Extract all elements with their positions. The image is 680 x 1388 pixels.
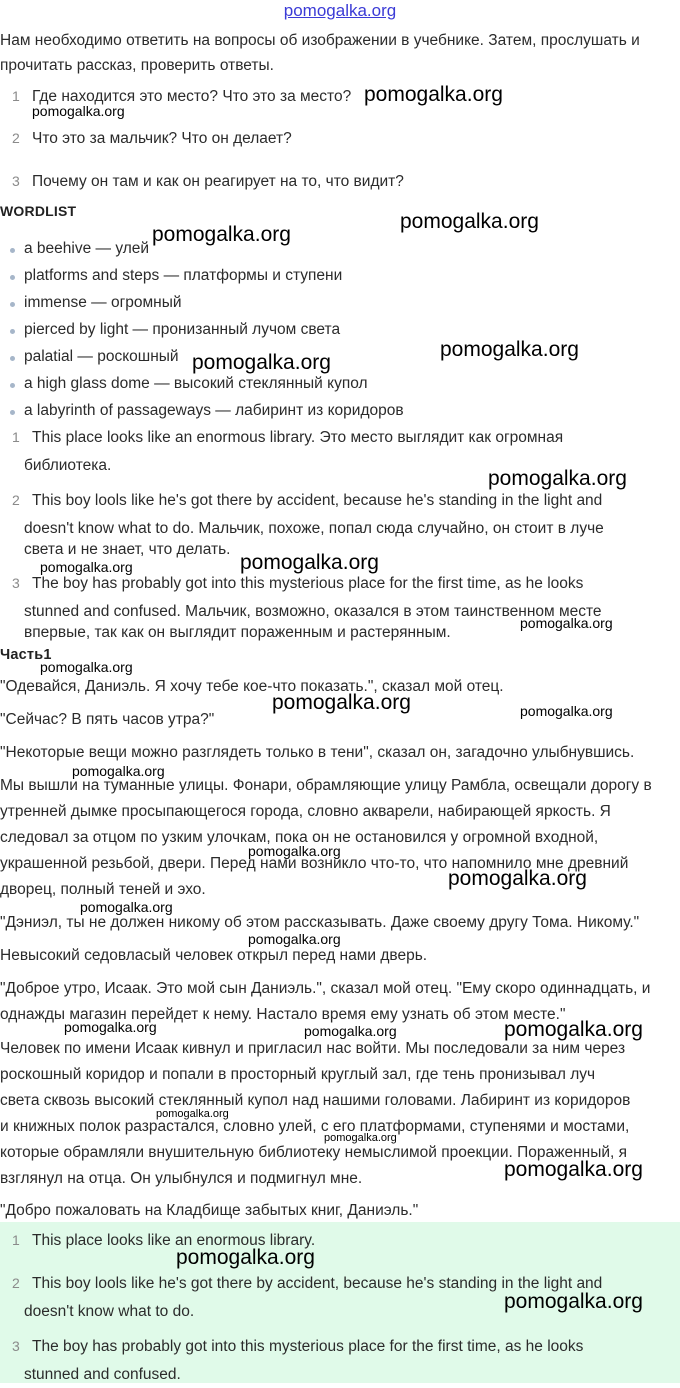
wordlist-item: a high glass dome — высокий стеклянный купол [24,375,368,392]
answer-line: stunned and confused. [24,1366,181,1383]
story-line: Невысокий седовласый человек открыл перед нами дверь. [0,947,428,964]
watermark: pomogalka.org [240,551,379,574]
question-text: Где находится это место? Что это за место? [32,88,352,105]
watermark: pomogalka.org [440,338,579,361]
bullet-icon [10,356,15,361]
watermark: pomogalka.org [304,1023,397,1039]
question-number: 1 [12,88,20,104]
watermark: pomogalka.org [448,867,587,890]
watermark: pomogalka.org [504,1018,643,1041]
story-line: Человек по имени Исаак кивнул и пригласил нас войти. Мы последовали за ним через [0,1040,626,1057]
watermark: pomogalka.org [176,1246,315,1269]
answer-line: The boy has probably got into this mysterious place for the first time, as he looks [32,1338,584,1355]
story-line: украшенной резьбой, двери. Перед нами возникло что-то, что напомнило мне древний [0,855,629,872]
watermark: pomogalka.org [156,1108,229,1120]
watermark: pomogalka.org [32,103,125,119]
question-number: 2 [12,130,20,146]
answer-line: This place looks like an enormous library. Это место выглядит как огромная [32,429,564,446]
watermark: pomogalka.org [504,1158,643,1181]
watermark: pomogalka.org [272,691,411,714]
story-line: утренней дымке просыпающегося города, словно акварели, набирающей яркость. Я [0,803,611,820]
answer-number: 1 [12,1232,20,1248]
story-line: Мы вышли на туманные улицы. Фонари, обрамляющие улицу Рамбла, освещали дорогу в [0,777,652,794]
wordlist-item: immense — огромный [24,294,182,311]
bullet-icon [10,410,15,415]
answer-line: doesn't know what to do. Мальчик, похоже, попал сюда случайно, он стоит в луче [24,520,604,537]
bullet-icon [10,248,15,253]
answer-line: stunned and confused. Мальчик, возможно, оказался в этом таинственном месте [24,603,602,620]
intro-line-1: Нам необходимо ответить на вопросы об изображении в учебнике. Затем, прослушать и [0,32,640,49]
story-paragraph: "Одевайся, Даниэль. Я хочу тебе кое-что показать.", сказал мой отец. [0,678,504,695]
story-line: взглянул на отца. Он улыбнулся и подмигнул мне. [0,1170,363,1187]
story-paragraph: "Добро пожаловать на Кладбище забытых книг, Даниэль." [0,1202,419,1219]
story-line: и книжных полок разрастался, словно улей, с его платформами, ступенями и мостами, [0,1118,630,1135]
question-text: Почему он там и как он реагирует на то, что видит? [32,173,404,190]
watermark: pomogalka.org [324,1132,397,1144]
watermark: pomogalka.org [364,83,503,106]
question-text: Что это за мальчик? Что он делает? [32,130,292,147]
wordlist-item: a labyrinth of passageways — лабиринт из коридоров [24,402,404,419]
story-paragraph: "Некоторые вещи можно разглядеть только в тени", сказал он, загадочно улыбнувшись. [0,744,635,761]
watermark: pomogalka.org [40,659,133,675]
answer-number: 3 [12,1338,20,1354]
watermark: pomogalka.org [504,1290,643,1313]
part-title: Часть1 [0,647,52,663]
answer-line: библиотека. [24,457,112,474]
site-link[interactable]: pomogalka.org [283,1,397,20]
wordlist-item: pierced by light — пронизанный лучом света [24,321,341,338]
wordlist-item: palatial — роскошный [24,348,179,365]
wordlist-item: platforms and steps — платформы и ступени [24,267,343,284]
story-line: следовал за отцом по узким улочкам, пока он не остановился у огромной входной, [0,829,599,846]
question-number: 3 [12,173,20,189]
intro-line-2: прочитать рассказ, проверить ответы. [0,57,274,74]
watermark: pomogalka.org [152,223,291,246]
answer-line: doesn't know what to do. [24,1303,195,1320]
wordlist-title: WORDLIST [0,203,77,219]
bullet-icon [10,383,15,388]
watermark: pomogalka.org [192,351,331,374]
story-paragraph: "Сейчас? В пять часов утра?" [0,711,215,728]
watermark: pomogalka.org [80,899,173,915]
story-line: однажды магазин перейдет к нему. Настало время ему узнать об этом месте." [0,1006,566,1023]
answer-number: 3 [12,575,20,591]
answer-number: 1 [12,429,20,445]
watermark: pomogalka.org [248,843,341,859]
answer-line: The boy has probably got into this mysterious place for the first time, as he looks [32,575,584,592]
answer-number: 2 [12,492,20,508]
story-line: "Доброе утро, Исаак. Это мой сын Даниэль.", сказал мой отец. "Ему скоро одиннадцать, и [0,980,651,997]
answer-line: This boy lools like he's got there by accident, because he's standing in the light and [32,1275,603,1292]
answer-line: света и не знает, что делать. [24,541,231,558]
watermark: pomogalka.org [400,210,539,233]
bullet-icon [10,302,15,307]
answer-line: This boy lools like he's got there by accident, because he's standing in the light and [32,492,603,509]
watermark: pomogalka.org [64,1019,157,1035]
watermark: pomogalka.org [40,559,133,575]
bullet-icon [10,275,15,280]
bullet-icon [10,329,15,334]
wordlist-item: a beehive — улей [24,240,150,257]
watermark: pomogalka.org [520,615,613,631]
story-line: которые обрамляли внушительную библиотеку немыслимой проекции. Пораженный, я [0,1144,628,1161]
story-line: дворец, полный теней и эхо. [0,881,206,898]
story-line: "Дэниэл, ты не должен никому об этом рассказывать. Даже своему другу Тома. Никому." [0,914,640,931]
answer-number: 2 [12,1275,20,1291]
watermark: pomogalka.org [488,467,627,490]
watermark: pomogalka.org [72,763,165,779]
answer-line: This place looks like an enormous library. [32,1232,316,1249]
answer-line: впервые, так как он выглядит пораженным и растерянным. [24,624,451,641]
story-line: роскошный коридор и попали в просторный круглый зал, где тень пронизывал луч [0,1066,596,1083]
watermark: pomogalka.org [520,703,613,719]
story-line: света сквозь высокий стеклянный купол над нашими головами. Лабиринт из коридоров [0,1092,631,1109]
watermark: pomogalka.org [248,931,341,947]
